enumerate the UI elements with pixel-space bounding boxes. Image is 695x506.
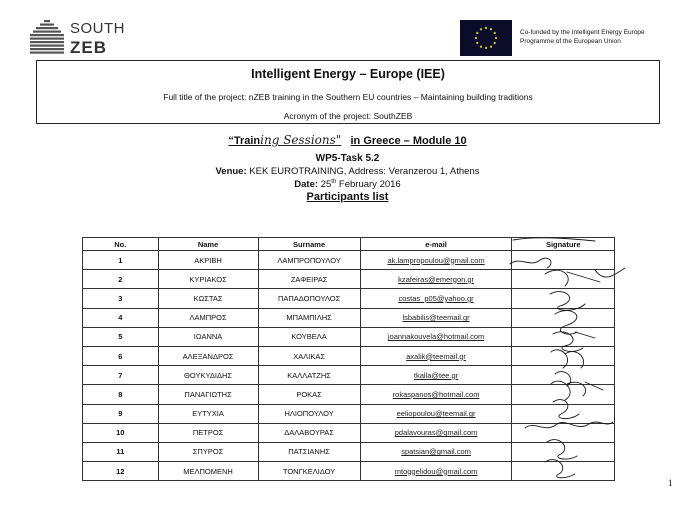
eu-stars-icon [460,20,512,56]
name-cell: ΚΥΡΙΑΚΟΣ [158,270,258,289]
email-cell: rokaspanos@hotmail.com [360,385,512,404]
southzeb-logo [30,18,140,58]
session-heading-handwritten: ing Sessions" [260,133,342,147]
email-cell: eeliopoulou@teemail.gr [360,404,512,423]
row-number-cell: 1 [83,251,159,270]
session-heading-rest: in Greece – Module 10 [350,135,467,147]
project-programme-title: Intelligent Energy – Europe (IEE) [251,67,445,81]
signature-12 [545,460,575,478]
venue-label: Venue: [215,166,247,177]
surname-cell: ΖΑΦΕΙΡΑΣ [258,270,360,289]
eu-flag-logo [460,20,512,56]
name-cell: ΙΩΑΝΝΑ [158,327,258,346]
signature-5 [553,332,595,352]
date-rest: February 2016 [338,179,401,191]
header-no: No. [83,238,159,251]
signature-9 [553,400,579,419]
logo-text-zeb: ZEB [70,38,107,57]
email-cell: kzafeiras@emergon.gr [360,270,512,289]
surname-cell: ΜΠΑΜΠΙΛΗΣ [258,308,360,327]
venue-line [0,166,695,177]
header-name: Name [158,238,258,251]
surname-cell: ΡΟΚΑΣ [258,385,360,404]
row-number-cell: 7 [83,366,159,385]
date-day: 25 [320,179,332,191]
row-number-cell: 4 [83,308,159,327]
date-suffix: th [331,179,337,185]
session-heading [0,133,695,147]
surname-cell: ΚΟΥΒΕΛΑ [258,327,360,346]
session-heading-start: “Train [228,135,261,147]
task-label: WP5-Task 5.2 [315,153,380,164]
surname-cell: ΠΑΠΑΔΟΠΟΥΛΟΣ [258,289,360,308]
email-cell: joannakouvela@hotmail.com [360,327,512,346]
row-number-cell: 6 [83,346,159,365]
row-number-cell: 2 [83,270,159,289]
signatures-scribbles [505,234,640,484]
email-cell: spatsian@gmail.com [360,442,512,461]
surname-cell: ΗΛΙΟΠΟΥΛΟΥ [258,404,360,423]
surname-cell: ΧΑΛΙΚΑΣ [258,346,360,365]
email-cell: tkalla@tee.gr [360,366,512,385]
surname-cell: ΛΑΜΠΡΟΠΟΥΛΟΥ [258,251,360,270]
logo-text-south: SOUTH [70,20,125,37]
project-full-title: Full title of the project: nZEB training in the Southern EU countries – Maintaining building traditions [163,92,533,102]
date-label: Date: [294,179,319,191]
name-cell: ΚΩΣΤΑΣ [158,289,258,308]
signature-4 [555,311,577,335]
name-cell: ΠΑΝΑΓΙΩΤΗΣ [158,385,258,404]
header-surname: Surname [258,238,360,251]
surname-cell: ΔΑΛΑΒΟΥΡΑΣ [258,423,360,442]
signature-10 [525,422,613,428]
signature-header-scribble [513,238,595,241]
row-number-cell: 12 [83,462,159,481]
header-email: e-mail [360,238,512,251]
page-number: 1 [668,478,673,488]
signature-3 [550,292,585,311]
signature-2 [545,268,625,286]
surname-cell: ΚΑΛΛΑΤΖΗΣ [258,366,360,385]
project-acronym: Acronym of the project: SouthZEB [283,111,413,121]
header-signature: Signature [512,238,615,251]
name-cell: ΑΛΕΞΑΝΔΡΟΣ [158,346,258,365]
name-cell: ΣΠΥΡΟΣ [158,442,258,461]
email-cell: mtoggelidou@gmail.com [360,462,512,481]
email-cell: pdalavouras@gmail.com [360,423,512,442]
participants-list-title: Participants list [306,191,389,203]
row-number-cell: 10 [83,423,159,442]
row-number-cell: 8 [83,385,159,404]
name-cell: ΕΥΤΥΧΙΑ [158,404,258,423]
email-cell: costas_p05@yahoo.gr [360,289,512,308]
email-cell: lsbabilis@teemail.gr [360,308,512,327]
row-number-cell: 11 [83,442,159,461]
signature-8 [551,381,603,400]
date-line [0,179,695,190]
eu-text-line1: Co-funded by the Intelligent Energy Europe [520,29,645,36]
project-info-box [36,60,660,124]
name-cell: ΠΕΤΡΟΣ [158,423,258,442]
name-cell: ΛΑΜΠΡΟΣ [158,308,258,327]
surname-cell: ΤΟΝΓΚΕΛΙΔΟΥ [258,462,360,481]
surname-cell: ΠΑΤΣΙΑΝΗΣ [258,442,360,461]
email-cell: ak.lampropoulou@gmail.com [360,251,512,270]
row-number-cell: 5 [83,327,159,346]
name-cell: ΑΚΡΙΒΗ [158,251,258,270]
email-cell: axalik@teemail.gr [360,346,512,365]
southzeb-logo-mark [30,20,66,56]
signature-6 [551,350,584,368]
venue-value: KEK EUROTRAINING, Address: Veranzerou 1, Athens [249,166,480,177]
name-cell: ΘΟΥΚΥΔΙΔΗΣ [158,366,258,385]
signature-11 [547,440,577,459]
name-cell: ΜΕΛΠΟΜΕΝΗ [158,462,258,481]
eu-text-line2: Programme of the European Union [520,37,621,45]
eu-cofunding-text [520,29,690,46]
signature-1 [510,258,551,268]
row-number-cell: 9 [83,404,159,423]
row-number-cell: 3 [83,289,159,308]
